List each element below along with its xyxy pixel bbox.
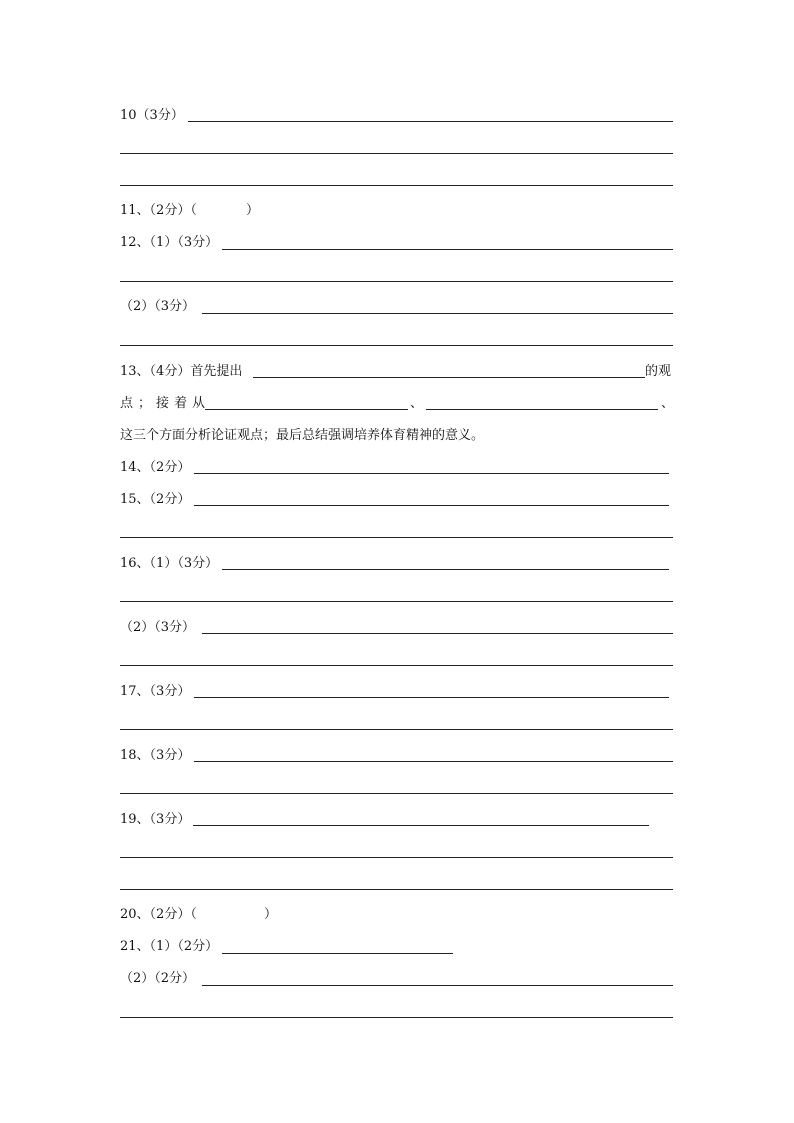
- q10-answer-line-3[interactable]: [120, 185, 673, 186]
- q16-part1-line-1[interactable]: [222, 569, 669, 570]
- q13-line3-text: 这三个方面分析论证观点；最后总结强调培养体育精神的意义。: [120, 428, 485, 443]
- q11-close-paren: ）: [246, 203, 260, 218]
- q15-answer-line-1[interactable]: [194, 505, 669, 506]
- q17-label: 17、（3分）: [120, 684, 191, 699]
- q10-answer-line-1[interactable]: [188, 121, 673, 122]
- q13-line2-prefix: 点；接着从: [120, 396, 211, 411]
- q17-answer-line-2[interactable]: [120, 729, 673, 730]
- q18-answer-line-1[interactable]: [194, 761, 673, 762]
- q18-label: 18、（3分）: [120, 748, 191, 763]
- q13-blank-aspect-1[interactable]: [205, 409, 408, 410]
- q15-label: 15、（2分）: [120, 492, 191, 507]
- q13-blank-aspect-2[interactable]: [426, 409, 658, 410]
- q17-answer-line-1[interactable]: [194, 697, 669, 698]
- q16-part1-label: 16、（1）（3分）: [120, 556, 219, 571]
- q13-separator-2: 、: [661, 396, 675, 411]
- q19-answer-line-3[interactable]: [120, 889, 673, 890]
- q12-part2-line-1[interactable]: [202, 313, 673, 314]
- q21-part1-line[interactable]: [222, 953, 453, 954]
- q14-label: 14、（2分）: [120, 460, 191, 475]
- q16-part2-label: （2）（3分）: [120, 620, 196, 635]
- q21-part2-line-1[interactable]: [202, 985, 673, 986]
- q12-part2-label: （2）（3分）: [120, 299, 196, 314]
- q12-part1-line-1[interactable]: [222, 249, 673, 250]
- q12-part1-line-2[interactable]: [120, 281, 673, 282]
- q18-answer-line-2[interactable]: [120, 793, 673, 794]
- q13-blank-viewpoint[interactable]: [253, 377, 645, 378]
- q16-part2-line-2[interactable]: [120, 665, 673, 666]
- q15-answer-line-2[interactable]: [120, 537, 673, 538]
- q13-separator-1: 、: [410, 396, 424, 411]
- q19-answer-line-1[interactable]: [193, 825, 649, 826]
- q20-close-paren: ）: [264, 907, 278, 922]
- q21-part2-line-2[interactable]: [120, 1017, 673, 1018]
- q16-part2-line-1[interactable]: [202, 633, 673, 634]
- q10-label: 10（3分）: [120, 108, 184, 123]
- q20-choice-blank[interactable]: [206, 907, 264, 923]
- q12-part1-label: 12、（1）（3分）: [120, 235, 219, 250]
- q19-answer-line-2[interactable]: [120, 857, 673, 858]
- q21-part1-label: 21、（1）（2分）: [120, 939, 219, 954]
- q14-answer-line[interactable]: [194, 473, 669, 474]
- q11-label: 11、（2分）（: [120, 203, 197, 218]
- q13-label: 13、（4分）首先提出: [120, 364, 243, 379]
- q19-label: 19、（3分）: [120, 812, 191, 827]
- q20-label: 20、（2分）（: [120, 907, 197, 922]
- q12-part2-line-2[interactable]: [120, 345, 673, 346]
- q10-answer-line-2[interactable]: [120, 153, 673, 154]
- q21-part2-label: （2）（2分）: [120, 971, 196, 986]
- q16-part1-line-2[interactable]: [120, 601, 673, 602]
- q13-suffix: 的观: [645, 364, 672, 379]
- q11-choice-blank[interactable]: [206, 203, 246, 219]
